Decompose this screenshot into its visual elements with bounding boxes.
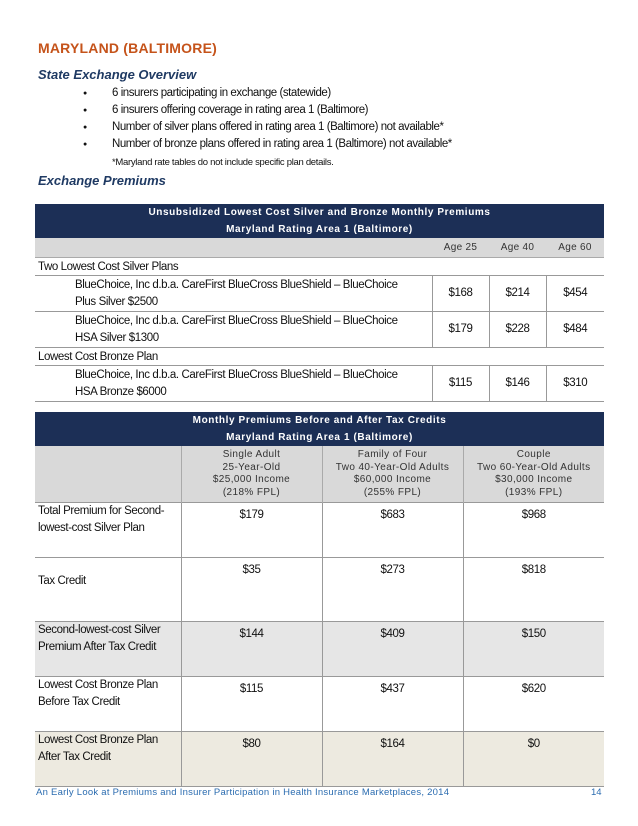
footnote: *Maryland rate tables do not include specific plan details. <box>112 157 334 168</box>
table-row <box>35 276 604 312</box>
premium-cell: $484 <box>546 312 604 348</box>
table-row <box>35 503 604 558</box>
bullet-item: ● Number of silver plans offered in rating area 1 (Baltimore) not available* <box>68 119 452 136</box>
household-header-row <box>35 446 604 503</box>
value-cell: $273 <box>322 558 463 622</box>
column-header: Couple Two 60-Year-Old Adults $30,000 Income (193% FPL) <box>463 446 604 503</box>
table-row <box>35 622 604 677</box>
table-row <box>35 366 604 402</box>
value-cell: $437 <box>322 677 463 732</box>
plan-name: BlueChoice, Inc d.b.a. CareFirst BlueCross BlueShield – BlueChoice HSA Bronze $6000 <box>35 366 432 402</box>
value-cell: $818 <box>463 558 604 622</box>
premium-cell: $146 <box>489 366 546 402</box>
value-cell: $144 <box>181 622 322 677</box>
page-footer: An Early Look at Premiums and Insurer Participation in Health Insurance Marketplaces, 2014 <box>36 787 450 798</box>
blank-header-cell <box>35 446 181 503</box>
column-header: Single Adult 25-Year-Old $25,000 Income (218% FPL) <box>181 446 322 503</box>
column-header: Age 25 <box>432 238 489 258</box>
page-number: 14 <box>591 787 602 798</box>
value-cell: $179 <box>181 503 322 558</box>
value-cell: $620 <box>463 677 604 732</box>
premium-cell: $310 <box>546 366 604 402</box>
value-cell: $683 <box>322 503 463 558</box>
row-label: Second-lowest-cost Silver Premium After Tax Credit <box>35 622 181 677</box>
row-label: Lowest Cost Bronze Plan After Tax Credit <box>35 732 181 787</box>
column-header: Family of Four Two 40-Year-Old Adults $60,000 Income (255% FPL) <box>322 446 463 503</box>
group-row <box>35 348 604 366</box>
unsubsidized-premiums-table <box>35 204 604 402</box>
group-label: Two Lowest Cost Silver Plans <box>35 258 604 276</box>
value-cell: $164 <box>322 732 463 787</box>
bullet-item: ● 6 insurers participating in exchange (statewide) <box>68 85 452 102</box>
premium-cell: $214 <box>489 276 546 312</box>
overview-title: State Exchange Overview <box>38 67 197 82</box>
premium-cell: $454 <box>546 276 604 312</box>
tax-credit-table <box>35 412 604 787</box>
premium-cell: $115 <box>432 366 489 402</box>
table-row <box>35 312 604 348</box>
table-title: Monthly Premiums Before and After Tax Credits <box>35 412 604 429</box>
table-row <box>35 677 604 732</box>
bullet-item: ● 6 insurers offering coverage in rating area 1 (Baltimore) <box>68 102 452 119</box>
group-row <box>35 258 604 276</box>
premiums-title: Exchange Premiums <box>38 173 166 188</box>
column-header: Age 60 <box>546 238 604 258</box>
premium-cell: $168 <box>432 276 489 312</box>
table-row <box>35 732 604 787</box>
premium-cell: $179 <box>432 312 489 348</box>
row-label: Tax Credit <box>35 558 181 622</box>
premium-cell: $228 <box>489 312 546 348</box>
blank-header-cell <box>35 238 432 258</box>
table-title: Unsubsidized Lowest Cost Silver and Bronze Monthly Premiums <box>35 204 604 221</box>
row-label: Lowest Cost Bronze Plan Before Tax Credit <box>35 677 181 732</box>
row-label: Total Premium for Second- lowest-cost Silver Plan <box>35 503 181 558</box>
table-subtitle: Maryland Rating Area 1 (Baltimore) <box>35 221 604 238</box>
group-label: Lowest Cost Bronze Plan <box>35 348 604 366</box>
table-row <box>35 558 604 622</box>
value-cell: $115 <box>181 677 322 732</box>
table-subtitle: Maryland Rating Area 1 (Baltimore) <box>35 429 604 446</box>
overview-bullets <box>68 85 452 153</box>
age-header-row <box>35 238 604 258</box>
value-cell: $968 <box>463 503 604 558</box>
value-cell: $80 <box>181 732 322 787</box>
value-cell: $150 <box>463 622 604 677</box>
plan-name: BlueChoice, Inc d.b.a. CareFirst BlueCross BlueShield – BlueChoice HSA Silver $1300 <box>35 312 432 348</box>
value-cell: $409 <box>322 622 463 677</box>
section-heading: MARYLAND (BALTIMORE) <box>38 40 217 56</box>
value-cell: $0 <box>463 732 604 787</box>
bullet-item: ● Number of bronze plans offered in rating area 1 (Baltimore) not available* <box>68 136 452 153</box>
column-header: Age 40 <box>489 238 546 258</box>
plan-name: BlueChoice, Inc d.b.a. CareFirst BlueCross BlueShield – BlueChoice Plus Silver $2500 <box>35 276 432 312</box>
value-cell: $35 <box>181 558 322 622</box>
